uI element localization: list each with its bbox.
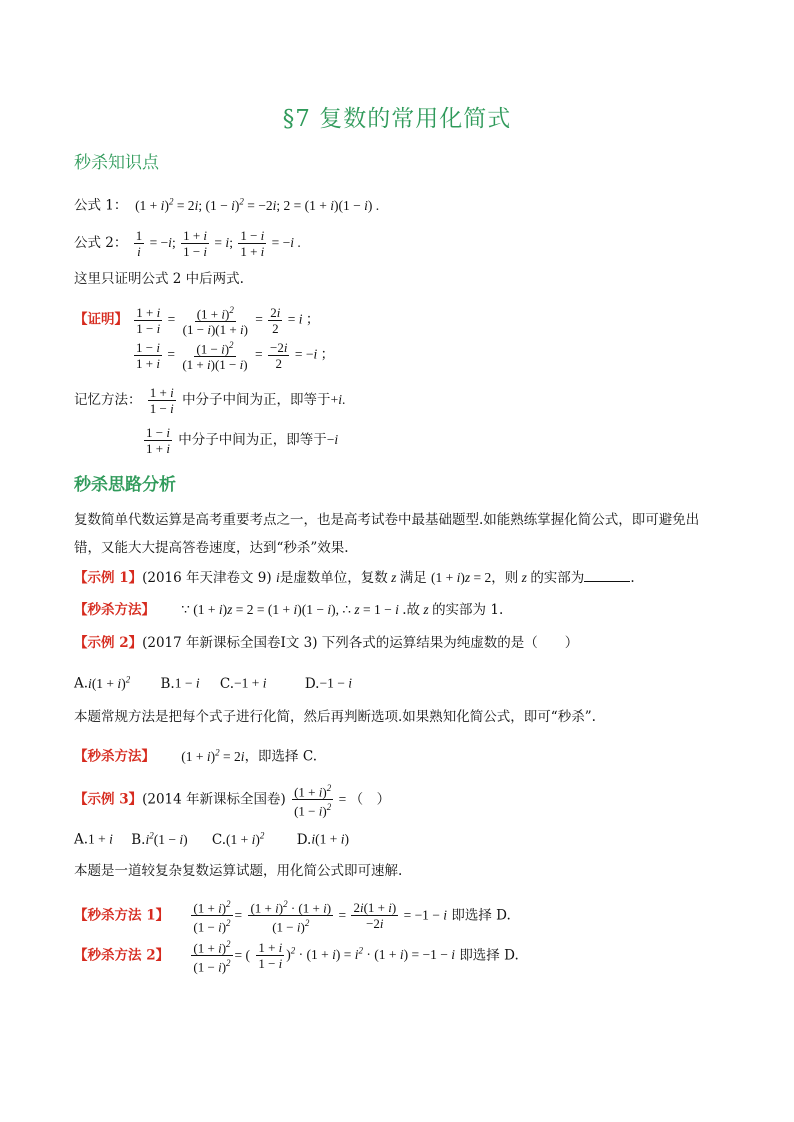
formula-2: 公式 2： $\frac{1}{i}$ = −i; $\frac{1 + i}{1 - i}$ = i; $\frac{1 - i}{1 + i}$ = −i . <box>74 228 301 259</box>
proof-note: 这里只证明公式 2 中后两式. <box>74 271 244 287</box>
example-2-options: $A.i(1 + i)^2$ B.1 − i C.−1 + i D.−1 − i <box>74 674 352 692</box>
answer-blank <box>584 569 630 582</box>
example-2: 【示例 2】(2017 年新课标全国卷Ⅰ文 3) 下列各式的运算结果为纯虚数的是（ ） <box>74 635 579 651</box>
proof-line-2: $\frac{1 - i}{1 + i}$ = $\frac{(1 - i)^2}{(1 + i)(1 - i)}$ = $\frac{-2i}{2}$ = −i ； <box>136 339 335 373</box>
example-3-method-1: 【秒杀方法 1】 $\frac{(1 + i)^2}{(1 - i)^2}$ = $\frac{(1 + i)^2 \cdot (1 + i)}{(1 - i)^2}$ = $\frac{2i(1 + i)}{-2i}$ = −1 − i 即选择 D. <box>74 899 511 935</box>
example-1-solution: 【秒杀方法】 ∵ (1 + i)z = 2 = (1 + i)(1 − i), ∴ z = 1 − i .故 z 的实部为 1. <box>74 602 504 618</box>
memo-line-2: $\frac{1 - i}{1 + i}$ 中分子中间为正，即等于−i <box>146 425 339 456</box>
intro-paragraph: 复数简单代数运算是高考重要考点之一，也是高考试卷中最基础题型.如能熟练掌握化简公式，即可避免出错，又能大大提高答卷速度，达到“秒杀”效果. <box>74 512 700 556</box>
memo-line-1: 记忆方法： $\frac{1 + i}{1 - i}$ 中分子中间为正，即等于+i. <box>74 385 346 416</box>
example-3-note: 本题是一道较复杂复数运算试题，用化简公式即可速解. <box>74 863 403 879</box>
section-heading-knowledge: 秒杀知识点 <box>74 153 159 173</box>
example-3-options: A.1 + i $B.i^2(1 - i) C.(1 + i)^2$ D.i(1 + i) <box>74 830 349 848</box>
page-title: §7 复数的常用化简式 <box>282 106 512 132</box>
example-2-solution: 【秒杀方法】 $(1 + i)^2 = 2i$，即选择 C. <box>74 747 317 765</box>
example-1: 【示例 1】(2016 年天津卷文 9) i是虚数单位，复数 z 满足 (1 + i)z = 2，则 z 的实部为 . <box>74 570 635 586</box>
example-2-note: 本题常规方法是把每个式子进行化简，然后再判断选项.如果熟知化简公式，即可“秒杀”. <box>74 709 596 725</box>
example-3: 【示例 3】(2014 年新课标全国卷) $\frac{(1 + i)^2}{(1 - i)^2}$ = （ ） <box>74 783 391 819</box>
proof-line-1: 【证明】 $\frac{1 + i}{1 - i}$ = $\frac{(1 + i)^2}{(1 - i)(1 + i)}$ = $\frac{2i}{2}$ = i ； <box>74 304 320 338</box>
example-3-method-2: 【秒杀方法 2】 $\frac{(1 + i)^2}{(1 - i)^2}$ = ( $\frac{1 + i}{1 - i}$ )$^2 \cdot (1 + i) = i^2 \cdot (1 + i) = -1 - i$ 即选择 D. <box>74 939 519 975</box>
formula-1: 公式 1： $(1 + i)^2 = 2i$; $(1 - i)^2 = -2i$; 2 = (1 + i)(1 − i) . <box>74 196 380 214</box>
section-heading-analysis: 秒杀思路分析 <box>74 475 176 495</box>
